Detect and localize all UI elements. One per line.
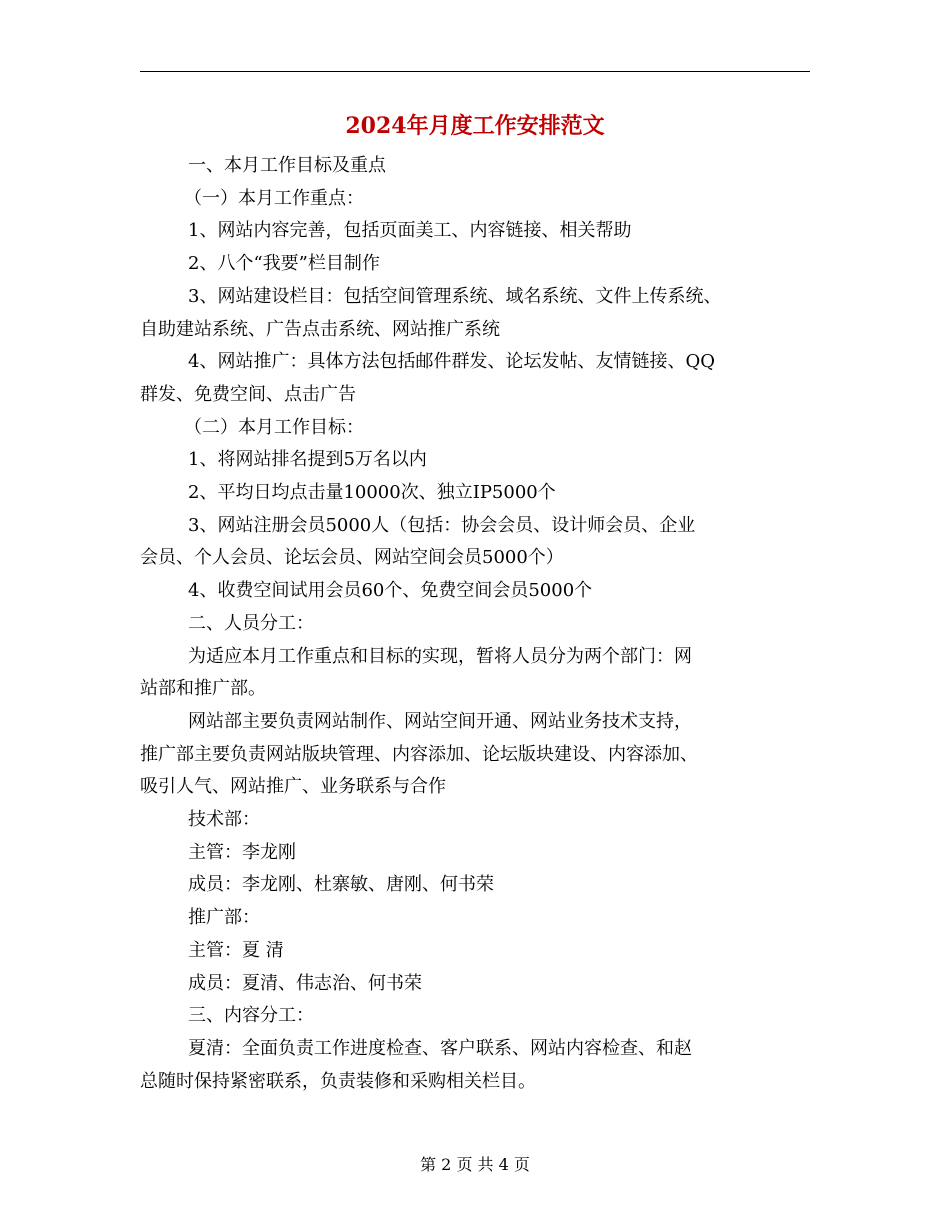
- list-item-continuation: 会员、个人会员、论坛会员、网站空间会员5000个）: [140, 547, 564, 569]
- list-item: 1、将网站排名提到5万名以内: [188, 449, 427, 471]
- list-item-continuation: 群发、免费空间、点击广告: [140, 383, 356, 405]
- list-item: 2、八个“我要”栏目制作: [188, 253, 380, 275]
- list-item: 3、网站注册会员5000人（包括：协会会员、设计师会员、企业: [188, 514, 696, 536]
- header-rule: [140, 71, 810, 72]
- subsection-heading: （一）本月工作重点：: [184, 187, 364, 209]
- paragraph: 网站部主要负责网站制作、网站空间开通、网站业务技术支持，: [188, 710, 692, 732]
- members-line: 成员：李龙刚、杜寨敏、唐刚、何书荣: [188, 874, 494, 896]
- department-label: 技术部：: [188, 809, 260, 831]
- paragraph-continuation: 推广部主要负责网站版块管理、内容添加、论坛版块建设、内容添加、: [140, 743, 698, 765]
- list-item: 3、网站建设栏目：包括空间管理系统、域名系统、文件上传系统、: [188, 285, 722, 307]
- paragraph-continuation: 总随时保持紧密联系，负责装修和采购相关栏目。: [140, 1070, 536, 1092]
- manager-line: 主管：李龙刚: [188, 841, 296, 863]
- section-heading: 三、内容分工：: [188, 1005, 314, 1027]
- list-item-continuation: 自助建站系统、广告点击系统、网站推广系统: [140, 318, 500, 340]
- members-line: 成员：夏清、伟志治、何书荣: [188, 972, 422, 994]
- page-number-footer: 第 2 页 共 4 页: [420, 1155, 530, 1174]
- list-item: 4、网站推广：具体方法包括邮件群发、论坛发帖、友情链接、QQ: [188, 351, 715, 373]
- list-item: 4、收费空间试用会员60个、免费空间会员5000个: [188, 580, 593, 602]
- document-body: [140, 150, 820, 1098]
- paragraph-continuation: 站部和推广部。: [140, 678, 266, 700]
- department-label: 推广部：: [188, 907, 260, 929]
- manager-line: 主管：夏 清: [188, 939, 284, 961]
- section-heading: 一、本月工作目标及重点: [188, 155, 386, 176]
- paragraph-continuation: 吸引人气、网站推广、业务联系与合作: [140, 776, 446, 798]
- paragraph: 为适应本月工作重点和目标的实现，暂将人员分为两个部门：网: [188, 645, 692, 667]
- subsection-heading: （二）本月工作目标：: [184, 416, 364, 438]
- paragraph: 夏清：全面负责工作进度检查、客户联系、网站内容检查、和赵: [188, 1037, 692, 1059]
- document-title: 2024年月度工作安排范文: [345, 113, 605, 139]
- section-heading: 二、人员分工：: [188, 612, 314, 634]
- list-item: 2、平均日均点击量10000次、独立IP5000个: [188, 482, 556, 504]
- list-item: 1、网站内容完善，包括页面美工、内容链接、相关帮助: [188, 220, 632, 242]
